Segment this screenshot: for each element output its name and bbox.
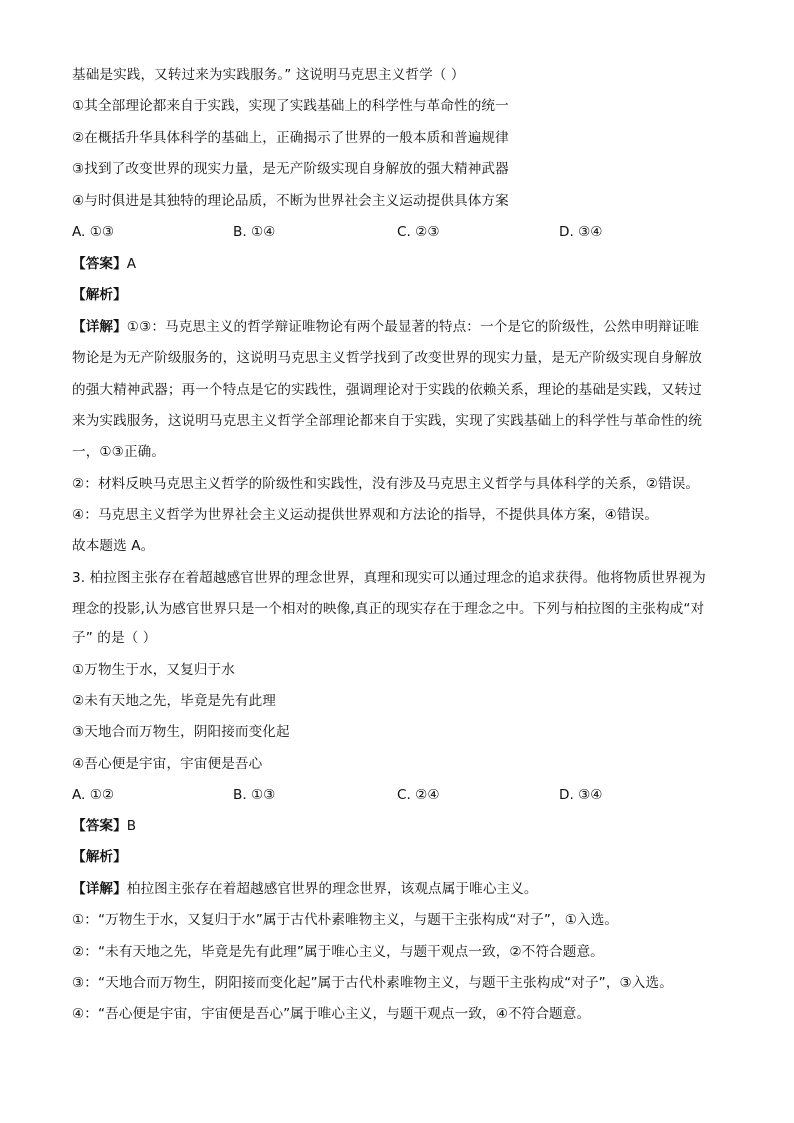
question-stem: 3. 柏拉图主张存在着超越感官世界的理念世界，真理和现实可以通过理念的追求获得。他将物质世界视为 bbox=[72, 570, 706, 586]
analysis-heading bbox=[72, 286, 127, 304]
analysis-heading bbox=[72, 848, 127, 866]
question-stem: 基础是实践，又转过来为实践服务。” 这说明马克思主义哲学（ ） bbox=[72, 67, 465, 83]
detail-line bbox=[72, 880, 538, 898]
detail-line: 物论是为无产阶级服务的，这说明马克思主义哲学找到了改变世界的现实力量，是无产阶级实现自身解放 bbox=[72, 350, 702, 366]
statement-1: ①万物生于水，又复归于水 bbox=[72, 662, 235, 678]
conclusion-line: 故本题选 A。 bbox=[72, 538, 155, 554]
analysis-tag: 【解析】 bbox=[72, 287, 127, 303]
detail-tag: 【详解】 bbox=[72, 319, 127, 335]
answer-line bbox=[72, 817, 136, 835]
detail-tag: 【详解】 bbox=[72, 881, 127, 897]
statement-4: ④吾心便是宇宙，宇宙便是吾心 bbox=[72, 756, 263, 772]
statement-1: ①其全部理论都来自于实践，实现了实践基础上的科学性与革命性的统一 bbox=[72, 98, 509, 114]
answer-line bbox=[72, 255, 136, 273]
detail-line: ②：“未有天地之先，毕竟是先有此理”属于唯心主义，与题干观点一致，②不符合题意。 bbox=[72, 944, 604, 960]
option-a: A. ①② bbox=[72, 787, 115, 803]
statement-4: ④与时俱进是其独特的理论品质，不断为世界社会主义运动提供具体方案 bbox=[72, 193, 509, 209]
detail-line: ②：材料反映马克思主义哲学的阶级性和实践性，没有涉及马克思主义哲学与具体科学的关系，②错误。 bbox=[72, 476, 700, 492]
option-d: D. ③④ bbox=[559, 787, 603, 803]
option-b: B. ①④ bbox=[233, 224, 276, 240]
statement-2: ②在概括升华具体科学的基础上，正确揭示了世界的一般本质和普遍规律 bbox=[72, 130, 509, 146]
question-stem: 理念的投影,认为感官世界只是一个相对的映像,真正的现实存在于理念之中。下列与柏拉图的主张构成“对 bbox=[72, 601, 705, 617]
detail-text: 柏拉图主张存在着超越感官世界的理念世界，该观点属于唯心主义。 bbox=[126, 881, 538, 897]
answer-value: B bbox=[126, 818, 137, 834]
detail-line: ④：“吾心便是宇宙，宇宙便是吾心”属于唯心主义，与题干观点一致，④不符合题意。 bbox=[72, 1006, 591, 1022]
detail-line: 来为实践服务，这说明马克思主义哲学全部理论都来自于实践，实现了实践基础上的科学性与革命性的统 bbox=[72, 413, 702, 429]
option-a: A. ①③ bbox=[72, 224, 115, 240]
answer-value: A bbox=[126, 256, 137, 272]
option-c: C. ②④ bbox=[397, 787, 440, 803]
option-d: D. ③④ bbox=[559, 224, 603, 240]
detail-line: 一，①③正确。 bbox=[72, 444, 166, 460]
option-c: C. ②③ bbox=[397, 224, 440, 240]
answer-tag: 【答案】 bbox=[72, 818, 127, 834]
detail-line bbox=[72, 318, 699, 336]
statement-3: ③找到了改变世界的现实力量，是无产阶级实现自身解放的强大精神武器 bbox=[72, 161, 509, 177]
question-stem: 子” 的是（ ） bbox=[72, 630, 157, 646]
detail-line: ④：马克思主义哲学为世界社会主义运动提供世界观和方法论的指导，不提供具体方案，④错误。 bbox=[72, 507, 659, 523]
detail-line: 的强大精神武器；再一个特点是它的实践性，强调理论对于实践的依赖关系，理论的基础是实践，又转过 bbox=[72, 382, 702, 398]
detail-line: ③：“天地合而万物生，阴阳接而变化起”属于古代朴素唯物主义，与题干主张构成“对子”，③入选。 bbox=[72, 975, 673, 991]
analysis-tag: 【解析】 bbox=[72, 849, 127, 865]
detail-line: ①：“万物生于水，又复归于水”属于古代朴素唯物主义，与题干主张构成“对子”，①入选。 bbox=[72, 912, 619, 928]
detail-text: ①③：马克思主义的哲学辩证唯物论有两个最显著的特点：一个是它的阶级性，公然申明辩证唯 bbox=[126, 319, 700, 335]
option-b: B. ①③ bbox=[233, 787, 276, 803]
statement-2: ②未有天地之先，毕竟是先有此理 bbox=[72, 693, 276, 709]
statement-3: ③天地合而万物生，阴阳接而变化起 bbox=[72, 724, 290, 740]
answer-tag: 【答案】 bbox=[72, 256, 127, 272]
